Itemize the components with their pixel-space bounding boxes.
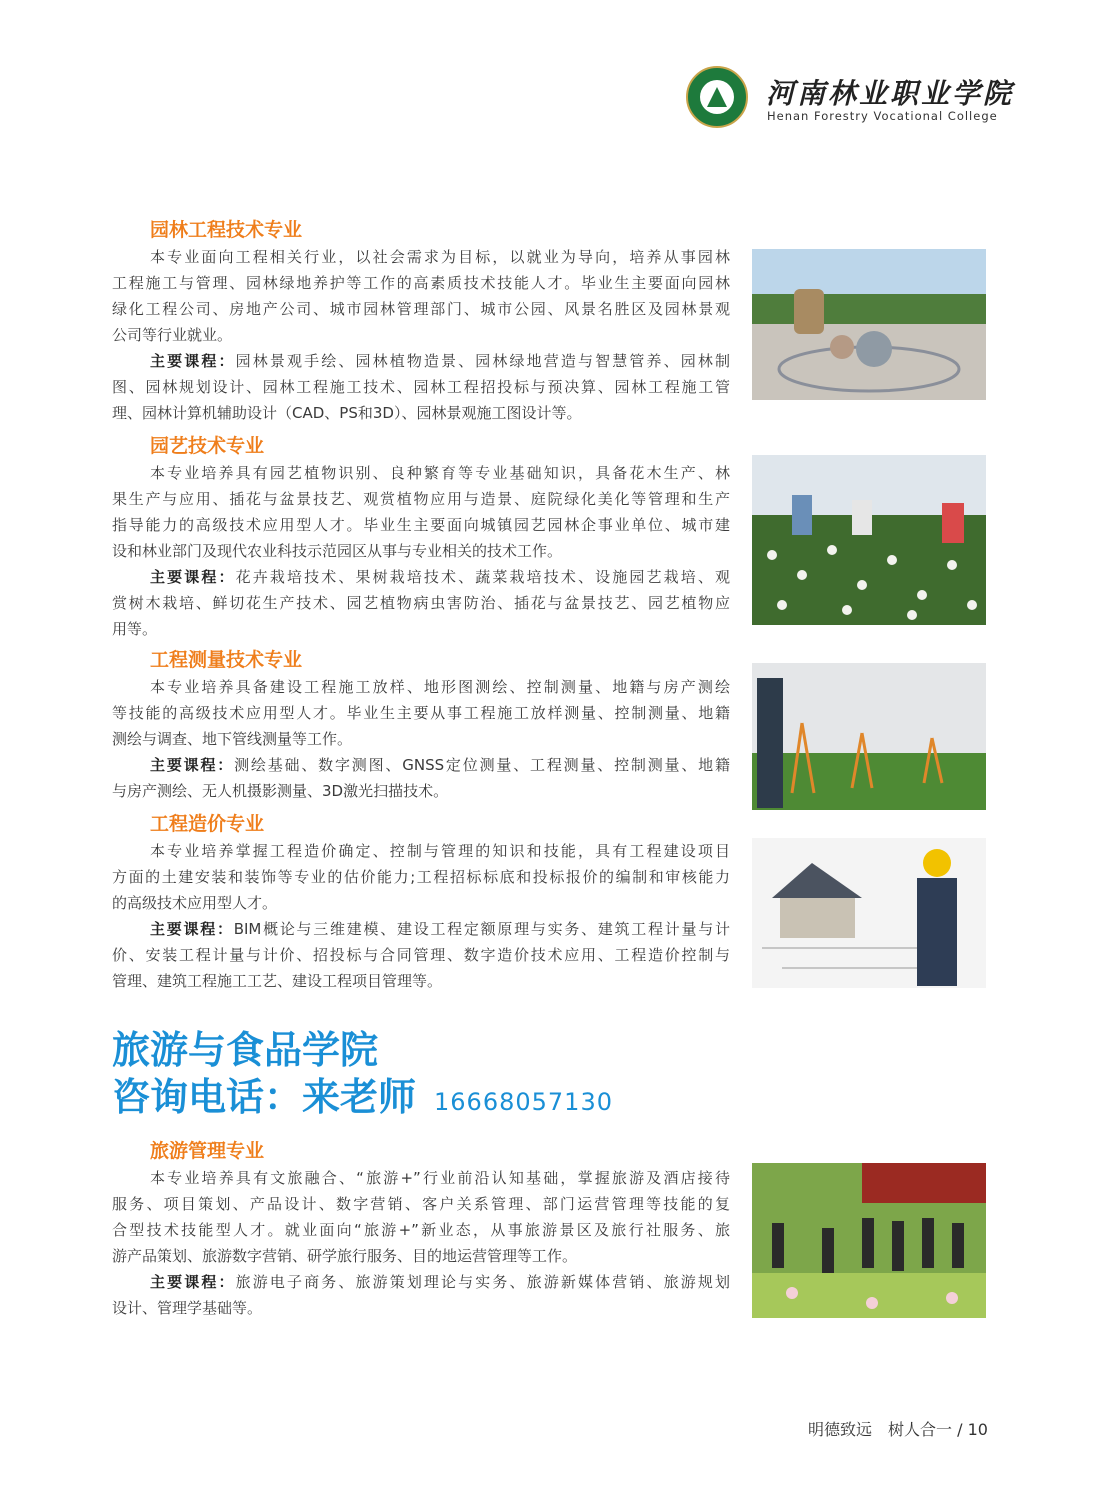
courses-line: 理、园林计算机辅助设计（CAD、PS和3D）、园林景观施工图设计等。	[112, 404, 582, 422]
tree-icon	[707, 87, 727, 107]
major-title: 园林工程技术专业	[150, 219, 303, 241]
photo-surveying-students	[752, 663, 986, 810]
contact-line	[112, 1073, 613, 1126]
courses-label: 主要课程：	[150, 352, 236, 370]
major-section	[112, 216, 730, 426]
courses-line	[112, 752, 730, 778]
courses-label: 主要课程：	[150, 920, 234, 938]
photo-landscape-garden	[752, 249, 986, 400]
courses-line: 与房产测绘、无人机摄影测量、3D激光扫描技术。	[112, 782, 449, 800]
major-section	[112, 1137, 730, 1321]
intro-line: 测绘与调查、地下管线测量等工作。	[112, 730, 353, 748]
courses-line: 图、园林规划设计、园林工程施工技术、园林工程招投标与预决算、园林工程施工管	[112, 378, 730, 396]
major-title: 园艺技术专业	[150, 435, 265, 457]
courses-label: 主要课程：	[150, 1273, 236, 1291]
intro-line: 等技能的高级技术应用型人才。毕业生主要从事工程施工放样测量、控制测量、地籍	[112, 704, 730, 722]
major-title: 工程造价专业	[150, 813, 265, 835]
courses-line: 赏树木栽培、鲜切花生产技术、园艺植物病虫害防治、插花与盆景技艺、园艺植物应	[112, 594, 730, 612]
intro-line: 的高级技术应用型人才。	[112, 894, 278, 912]
courses-text: 测绘基础、数字测图、GNSS定位测量、工程测量、控制测量、地籍	[234, 756, 730, 774]
courses-line: 价、安装工程计量与计价、招投标与合同管理、数字造价技术应用、工程造价控制与	[112, 946, 730, 964]
college-name: 旅游与食品学院	[112, 1028, 379, 1072]
school-name-en: Henan Forestry Vocational College	[767, 109, 998, 123]
major-title: 旅游管理专业	[150, 1140, 265, 1162]
major-title: 工程测量技术专业	[150, 649, 303, 671]
intro-line: 游产品策划、旅游数字营销、研学旅行服务、目的地运营管理等工作。	[112, 1247, 578, 1265]
major-section	[112, 646, 730, 804]
intro-line: 服务、项目策划、产品设计、数字营销、客户关系管理、部门运营管理等技能的复	[112, 1195, 730, 1213]
courses-label: 主要课程：	[150, 568, 236, 586]
courses-line: 用等。	[112, 620, 158, 638]
intro-line: 本专业培养掌握工程造价确定、控制与管理的知识和技能，具有工程建设项目	[150, 842, 730, 860]
page-footer	[808, 1417, 988, 1440]
footer-motto: 明德致远 树人合一	[808, 1420, 953, 1439]
courses-line: 设计、管理学基础等。	[112, 1299, 263, 1317]
courses-line: 管理、建筑工程施工工艺、建设工程项目管理等。	[112, 972, 443, 990]
intro-line: 本专业培养具有文旅融合、“旅游+”行业前沿认知基础，掌握旅游及酒店接待	[150, 1169, 730, 1187]
courses-line	[112, 1269, 730, 1295]
courses-text: 园林景观手绘、园林植物造景、园林绿地营造与智慧管养、园林制	[235, 352, 730, 370]
photo-greenhouse-flowers	[752, 455, 986, 625]
courses-line	[112, 348, 730, 374]
intro-line: 公司等行业就业。	[112, 326, 233, 344]
intro-line: 方面的土建安装和装饰等专业的估价能力;工程招标标底和投标报价的编制和审核能力	[112, 868, 730, 886]
courses-line	[112, 564, 730, 590]
courses-text: BIM概论与三维建模、建设工程定额原理与实务、建筑工程计量与计	[233, 920, 730, 938]
intro-line: 合型技术技能型人才。就业面向“旅游+”新业态，从事旅游景区及旅行社服务、旅	[112, 1221, 730, 1239]
photo-house-engineer	[752, 838, 986, 988]
photo-tourism-group	[752, 1163, 986, 1318]
major-section	[112, 810, 730, 994]
major-section	[112, 432, 730, 642]
courses-text: 旅游电子商务、旅游策划理论与实务、旅游新媒体营销、旅游规划	[235, 1273, 730, 1291]
courses-label: 主要课程：	[150, 756, 235, 774]
college-logo	[686, 66, 748, 128]
page-number: / 10	[952, 1420, 988, 1439]
courses-text: 花卉栽培技术、果树栽培技术、蔬菜栽培技术、设施园艺栽培、观	[235, 568, 730, 586]
intro-line: 本专业面向工程相关行业，以社会需求为目标，以就业为导向，培养从事园林	[150, 248, 730, 266]
intro-line: 绿化工程公司、房地产公司、城市园林管理部门、城市公园、风景名胜区及园林景观	[112, 300, 730, 318]
courses-line	[112, 916, 730, 942]
intro-line: 指导能力的高级技术应用型人才。毕业生主要面向城镇园艺园林企事业单位、城市建	[112, 516, 730, 534]
intro-line: 工程施工与管理、园林绿地养护等工作的高素质技术技能人才。毕业生主要面向园林	[112, 274, 730, 292]
contact-label: 咨询电话：来老师	[112, 1075, 417, 1119]
school-name-cn: 河南林业职业学院	[766, 77, 1015, 110]
intro-line: 设和林业部门及现代农业科技示范园区从事与专业相关的技术工作。	[112, 542, 563, 560]
intro-line: 本专业培养具有园艺植物识别、良种繁育等专业基础知识，具备花木生产、林	[150, 464, 730, 482]
intro-line: 果生产与应用、插花与盆景技艺、观赏植物应用与造景、庭院绿化美化等管理和生产	[112, 490, 730, 508]
intro-line: 本专业培养具备建设工程施工放样、地形图测绘、控制测量、地籍与房产测绘	[150, 678, 730, 696]
contact-phone: 16668057130	[434, 1088, 613, 1116]
